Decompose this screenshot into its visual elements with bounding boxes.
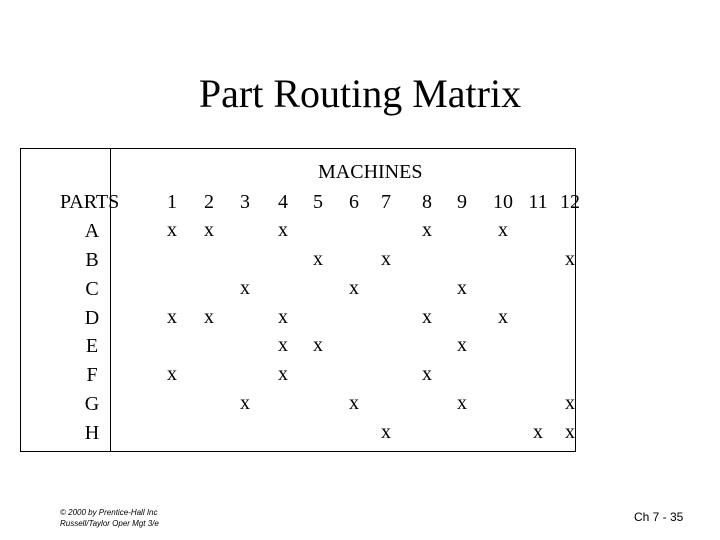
copyright-line-2: Russell/Taylor Oper Mgt 3/e xyxy=(60,519,159,528)
routing-mark-g-m6: x xyxy=(349,392,359,414)
machine-number-10: 10 xyxy=(493,191,513,213)
routing-mark-h-m11: x xyxy=(533,421,543,443)
part-label-d: D xyxy=(84,307,100,329)
machine-number-11: 11 xyxy=(528,191,548,213)
routing-mark-a-m10: x xyxy=(498,219,508,241)
routing-mark-e-m4: x xyxy=(278,334,288,356)
routing-mark-f-m4: x xyxy=(278,363,288,385)
machine-number-12: 12 xyxy=(560,191,580,213)
routing-mark-b-m12: x xyxy=(565,248,575,270)
routing-mark-g-m3: x xyxy=(240,392,250,414)
routing-mark-c-m6: x xyxy=(349,277,359,299)
parts-heading: PARTS xyxy=(60,191,120,213)
copyright-line-1: © 2000 by Prentice-Hall Inc xyxy=(60,508,158,517)
routing-mark-b-m7: x xyxy=(381,248,391,270)
routing-mark-a-m8: x xyxy=(422,219,432,241)
machines-heading: MACHINES xyxy=(318,161,423,183)
routing-mark-g-m9: x xyxy=(457,392,467,414)
part-label-b: B xyxy=(85,249,99,271)
part-label-a: A xyxy=(84,220,100,242)
routing-mark-d-m8: x xyxy=(422,306,432,328)
slide-title: Part Routing Matrix xyxy=(198,71,522,116)
machine-number-3: 3 xyxy=(240,191,250,213)
routing-mark-f-m1: x xyxy=(167,363,177,385)
part-label-e: E xyxy=(85,335,99,357)
machine-number-5: 5 xyxy=(313,191,323,213)
routing-mark-h-m7: x xyxy=(381,421,391,443)
routing-mark-d-m10: x xyxy=(498,306,508,328)
machine-number-2: 2 xyxy=(204,191,214,213)
machine-number-9: 9 xyxy=(457,191,467,213)
machine-number-7: 7 xyxy=(381,191,391,213)
machine-number-8: 8 xyxy=(422,191,432,213)
routing-mark-e-m5: x xyxy=(313,334,323,356)
routing-mark-c-m3: x xyxy=(240,277,250,299)
part-label-c: C xyxy=(85,278,99,300)
routing-mark-a-m2: x xyxy=(204,219,214,241)
routing-mark-g-m12: x xyxy=(565,392,575,414)
routing-mark-h-m12: x xyxy=(565,421,575,443)
part-label-f: F xyxy=(86,364,98,386)
routing-mark-d-m2: x xyxy=(204,306,214,328)
routing-mark-f-m8: x xyxy=(422,363,432,385)
routing-mark-c-m9: x xyxy=(457,277,467,299)
routing-mark-b-m5: x xyxy=(313,248,323,270)
machine-number-6: 6 xyxy=(349,191,359,213)
routing-mark-d-m1: x xyxy=(167,306,177,328)
routing-mark-a-m4: x xyxy=(278,219,288,241)
slide-number: Ch 7 - 35 xyxy=(634,510,684,524)
part-label-h: H xyxy=(84,422,100,444)
routing-mark-d-m4: x xyxy=(278,306,288,328)
machine-number-1: 1 xyxy=(167,191,177,213)
routing-mark-a-m1: x xyxy=(167,219,177,241)
machine-number-4: 4 xyxy=(278,191,288,213)
routing-mark-e-m9: x xyxy=(457,334,467,356)
part-label-g: G xyxy=(84,393,100,415)
copyright-notice xyxy=(60,507,159,529)
